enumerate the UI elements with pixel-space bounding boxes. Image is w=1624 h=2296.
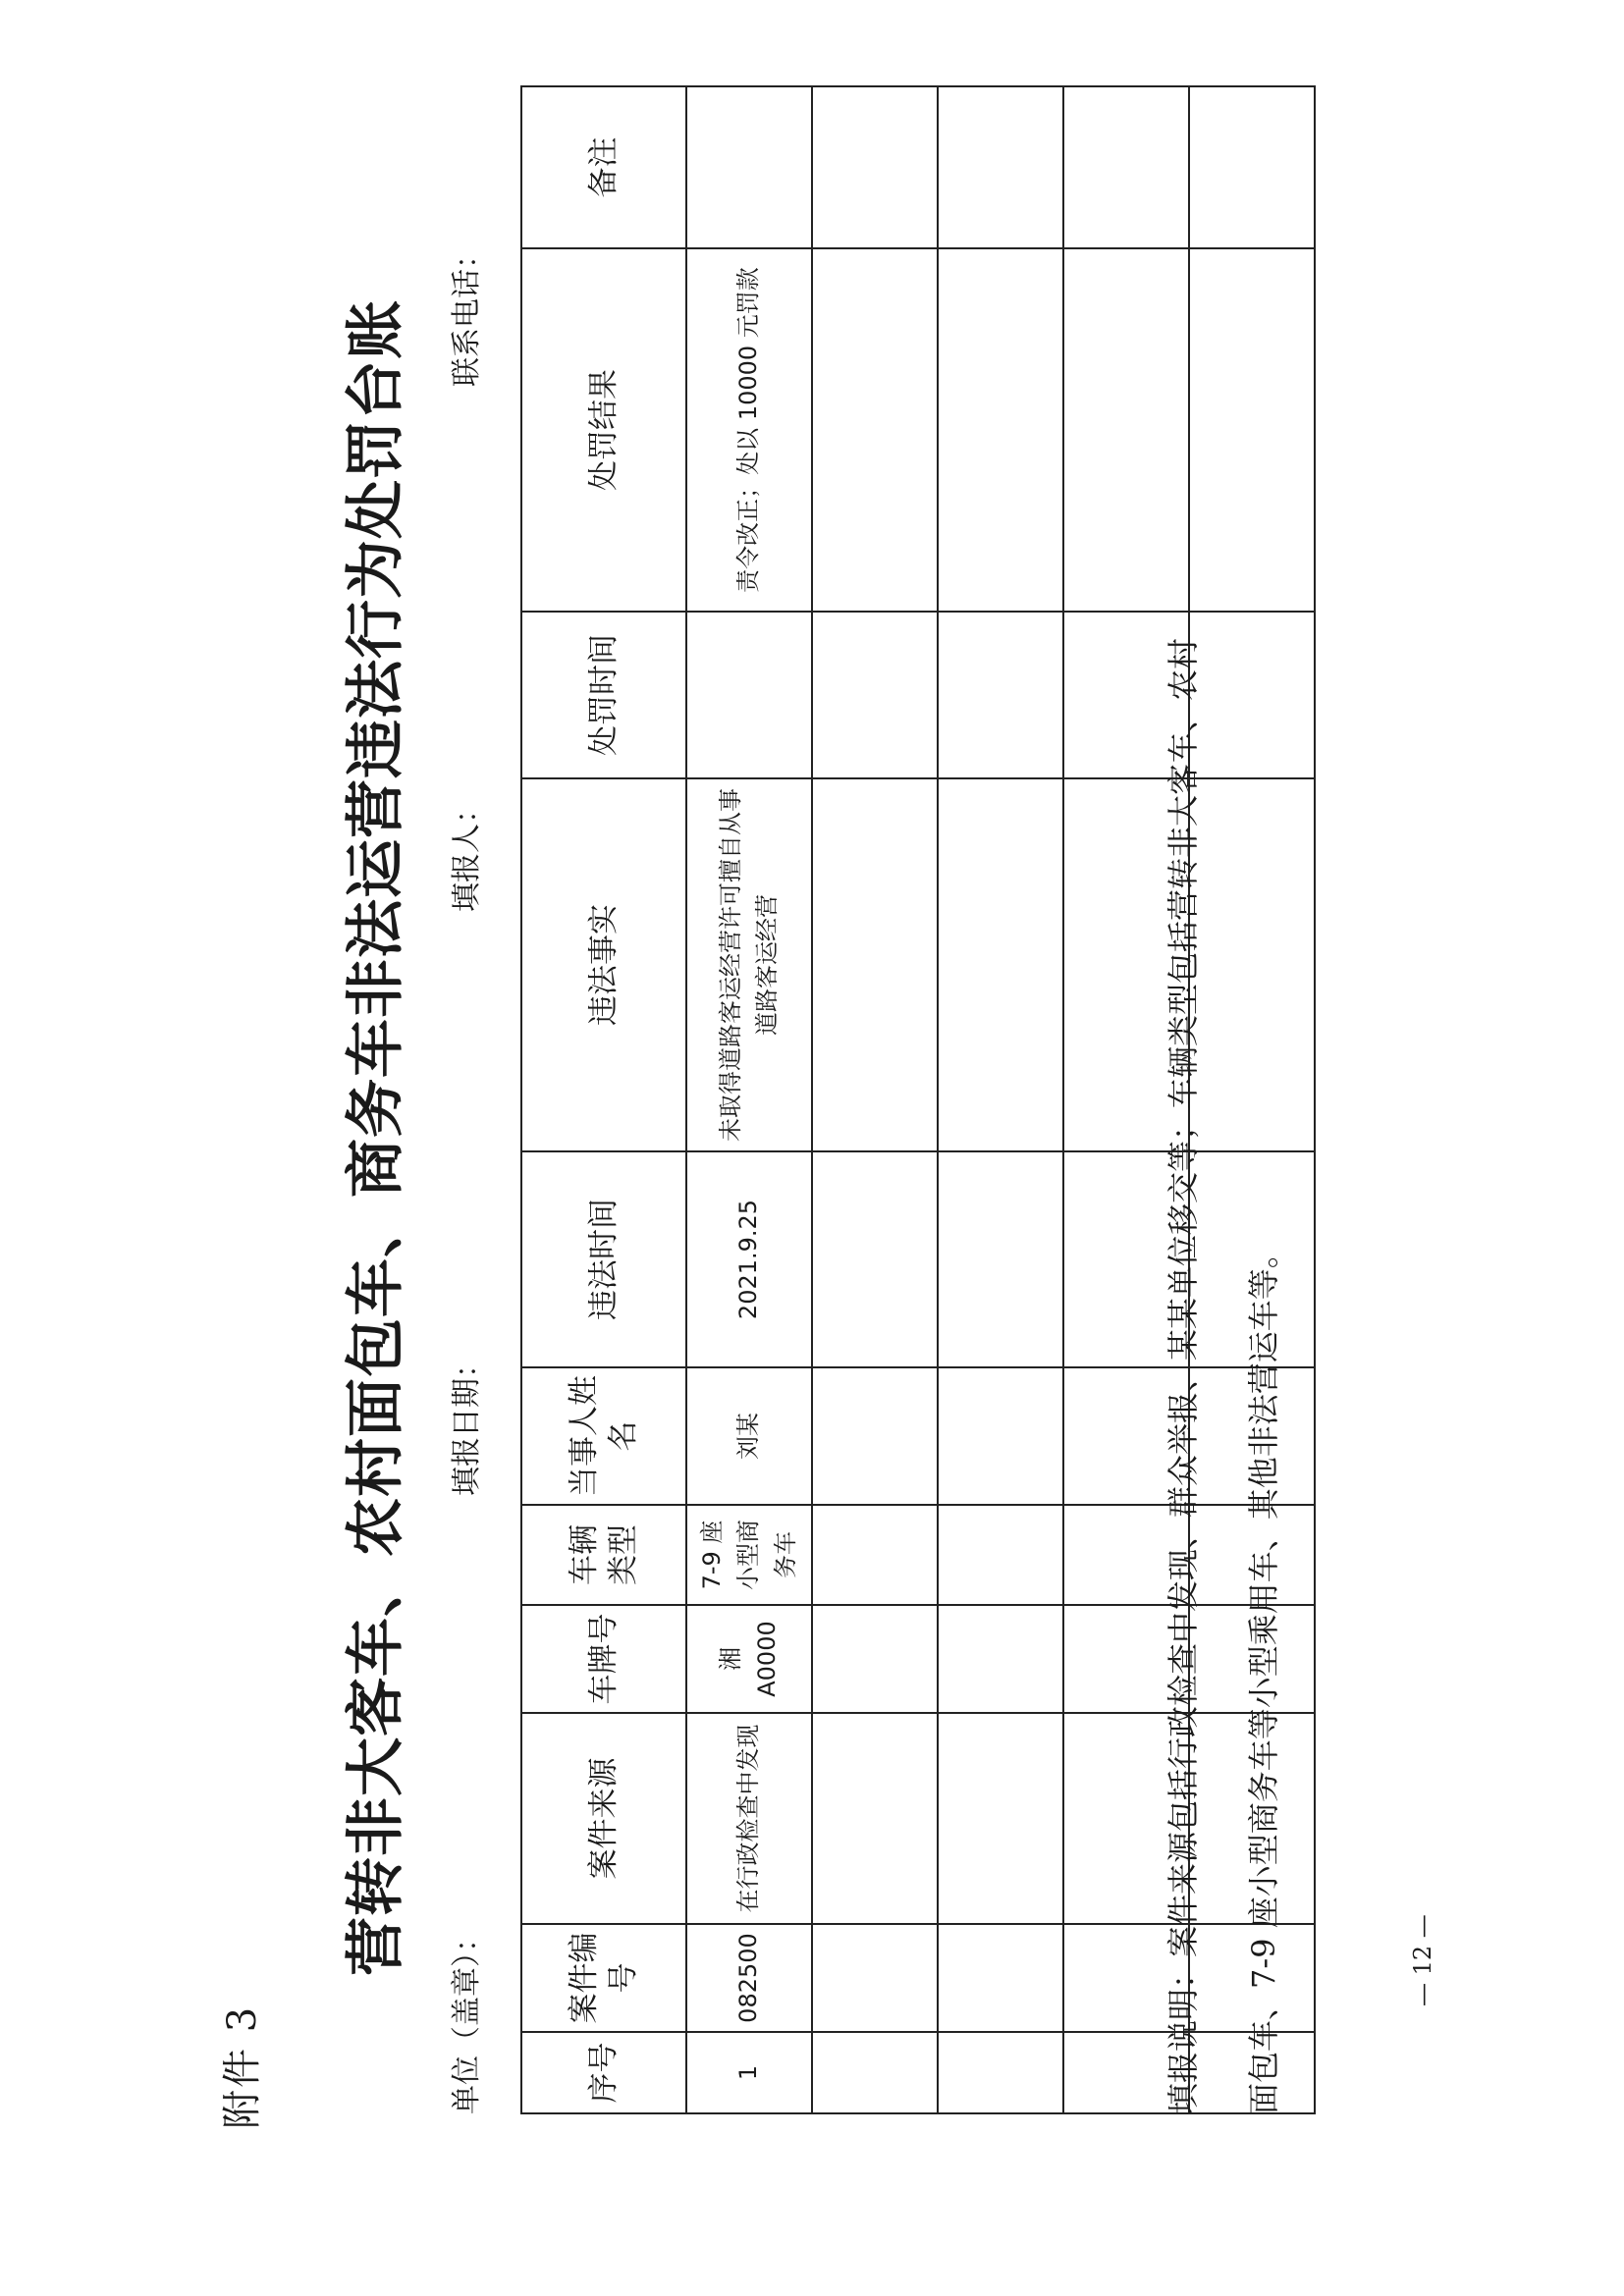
- table-header-row: [521, 86, 686, 2113]
- cell-penalty-result: [938, 248, 1063, 612]
- cell-case-number: [938, 1924, 1063, 2032]
- table-row: [812, 86, 938, 2113]
- cell-plate-number: [938, 1605, 1063, 1713]
- header-case-source: 案件来源: [521, 1713, 686, 1924]
- cell-violation-facts: 未取得道路客运经营许可擅自从事道路客运经营: [686, 778, 812, 1151]
- cell-penalty-time: [686, 612, 812, 778]
- cell-remarks: [938, 86, 1063, 248]
- cell-violation-facts: [812, 778, 938, 1151]
- cell-case-number: [812, 1924, 938, 2032]
- header-penalty-time: 处罚时间: [521, 612, 686, 778]
- cell-seq: [812, 2032, 938, 2113]
- cell-violation-time: 2021.9.25: [686, 1151, 812, 1367]
- date-label: 填报日期：: [450, 1349, 484, 1496]
- header-violation-time: 违法时间: [521, 1151, 686, 1367]
- instructions-line-1: 填报说明：案件来源包括行政检查中发现、群众举报、某某单位移交等；车辆类型包括营转非大客车、农村: [1164, 637, 1202, 2114]
- table-row: [938, 86, 1063, 2113]
- cell-case-source: 在行政检查中发现: [686, 1713, 812, 1924]
- cell-violation-facts: [938, 778, 1063, 1151]
- phone-label: 联系电话：: [450, 240, 484, 387]
- instructions-line-2: 面包车、7-9 座小型商务车等小型乘用车、其他非法营运车等。: [1245, 1237, 1282, 2114]
- cell-violation-time: [938, 1151, 1063, 1367]
- cell-vehicle-type: 7-9 座小型商务车: [686, 1505, 812, 1605]
- cell-party-name: [938, 1367, 1063, 1505]
- header-seq: 序号: [521, 2032, 686, 2113]
- document-title: 营转非大客车、农村面包车、商务车非法运营违法行为处罚台账: [342, 299, 410, 1976]
- header-case-number: 案件编号: [521, 1924, 686, 2032]
- cell-plate-number: 湘 A0000: [686, 1605, 812, 1713]
- cell-plate-number: [812, 1605, 938, 1713]
- filler-label: 填报人：: [450, 794, 484, 912]
- attachment-label: 附件 3: [220, 2004, 265, 2129]
- cell-vehicle-type: [812, 1505, 938, 1605]
- page-number: — 12 —: [1409, 1914, 1436, 2006]
- cell-penalty-result: [812, 248, 938, 612]
- cell-penalty-time: [812, 612, 938, 778]
- unit-label: 单位（盖章）：: [450, 1923, 484, 2114]
- cell-case-source: [938, 1713, 1063, 1924]
- cell-case-source: [812, 1713, 938, 1924]
- header-plate-number: 车牌号: [521, 1605, 686, 1713]
- cell-seq: 1: [686, 2032, 812, 2113]
- cell-penalty-result: 责令改正；处以 10000 元罚款: [686, 248, 812, 612]
- header-vehicle-type: 车辆类型: [521, 1505, 686, 1605]
- cell-case-number: 082500: [686, 1924, 812, 2032]
- cell-vehicle-type: [938, 1505, 1063, 1605]
- header-penalty-result: 处罚结果: [521, 248, 686, 612]
- table-row: [686, 86, 812, 2113]
- cell-party-name: [812, 1367, 938, 1505]
- header-violation-facts: 违法事实: [521, 778, 686, 1151]
- cell-seq: [938, 2032, 1063, 2113]
- cell-remarks: [686, 86, 812, 248]
- cell-violation-time: [812, 1151, 938, 1367]
- header-party-name: 当事人姓名: [521, 1367, 686, 1505]
- cell-party-name: 刘某: [686, 1367, 812, 1505]
- cell-remarks: [812, 86, 938, 248]
- cell-penalty-time: [938, 612, 1063, 778]
- header-remarks: 备注: [521, 86, 686, 248]
